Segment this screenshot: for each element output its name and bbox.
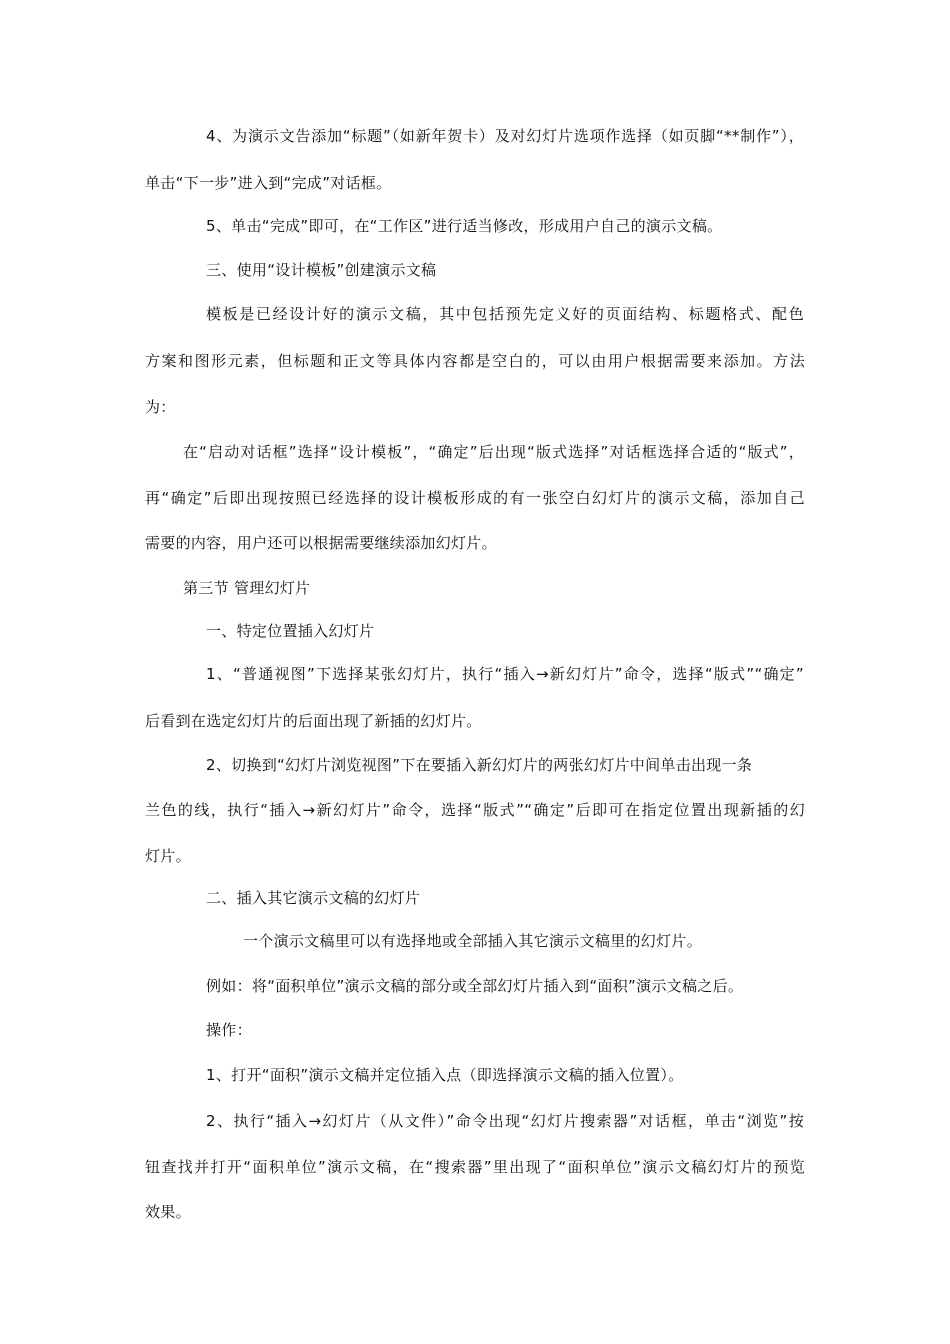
section-heading: 一、特定位置插入幻灯片 — [206, 622, 375, 640]
paragraph-line: 钮查找并打开“面积单位”演示文稿，在“搜索器”里出现了“面积单位”演示文稿幻灯片的预览 — [145, 1158, 805, 1176]
paragraph-line: 方案和图形元素，但标题和正文等具体内容都是空白的，可以由用户根据需要来添加。方法 — [145, 352, 805, 370]
paragraph-line: 为： — [145, 398, 176, 416]
paragraph-line: 在“启动对话框”选择“设计模板”，“确定”后出现“版式选择”对话框选择合适的“版式”， — [183, 443, 804, 461]
section-heading: 三、使用“设计模板”创建演示文稿 — [206, 261, 437, 279]
paragraph-line: 4、为演示文告添加“标题”（如新年贺卡）及对幻灯片选项作选择（如页脚“**制作”）， — [206, 127, 804, 145]
section-heading: 第三节 管理幻灯片 — [183, 579, 311, 597]
section-heading: 二、插入其它演示文稿的幻灯片 — [206, 889, 421, 907]
paragraph-line: 灯片。 — [145, 847, 191, 865]
paragraph-line: 1、打开“面积”演示文稿并定位插入点（即选择演示文稿的插入位置）。 — [206, 1066, 684, 1084]
paragraph-line: 单击“下一步”进入到“完成”对话框。 — [145, 174, 392, 192]
paragraph-line: 1、“普通视图”下选择某张幻灯片，执行“插入→新幻灯片”命令，选择“版式”“确定” — [206, 665, 804, 683]
paragraph-line: 兰色的线，执行“插入→新幻灯片”命令，选择“版式”“确定”后即可在指定位置出现新插的幻 — [145, 801, 805, 819]
paragraph-line: 需要的内容，用户还可以根据需要继续添加幻灯片。 — [145, 534, 497, 552]
paragraph-line: 2、切换到“幻灯片浏览视图”下在要插入新幻灯片的两张幻灯片中间单击出现一条 — [206, 756, 753, 774]
paragraph-line: 2、执行“插入→幻灯片（从文件）”命令出现“幻灯片搜索器”对话框，单击“浏览”按 — [206, 1112, 804, 1130]
paragraph-line: 模板是已经设计好的演示文稿，其中包括预先定义好的页面结构、标题格式、配色 — [206, 305, 804, 323]
paragraph-line: 后看到在选定幻灯片的后面出现了新插的幻灯片。 — [145, 712, 482, 730]
paragraph-line: 效果。 — [145, 1203, 191, 1221]
paragraph-line: 操作： — [206, 1021, 252, 1039]
paragraph-line: 一个演示文稿里可以有选择地或全部插入其它演示文稿里的幻灯片。 — [243, 932, 703, 950]
paragraph-line: 5、单击“完成”即可，在“工作区”进行适当修改，形成用户自己的演示文稿。 — [206, 217, 723, 235]
paragraph-line: 再“确定”后即出现按照已经选择的设计模板形成的有一张空白幻灯片的演示文稿，添加自己 — [145, 489, 805, 507]
paragraph-line: 例如：将“面积单位”演示文稿的部分或全部幻灯片插入到“面积”演示文稿之后。 — [206, 977, 744, 995]
